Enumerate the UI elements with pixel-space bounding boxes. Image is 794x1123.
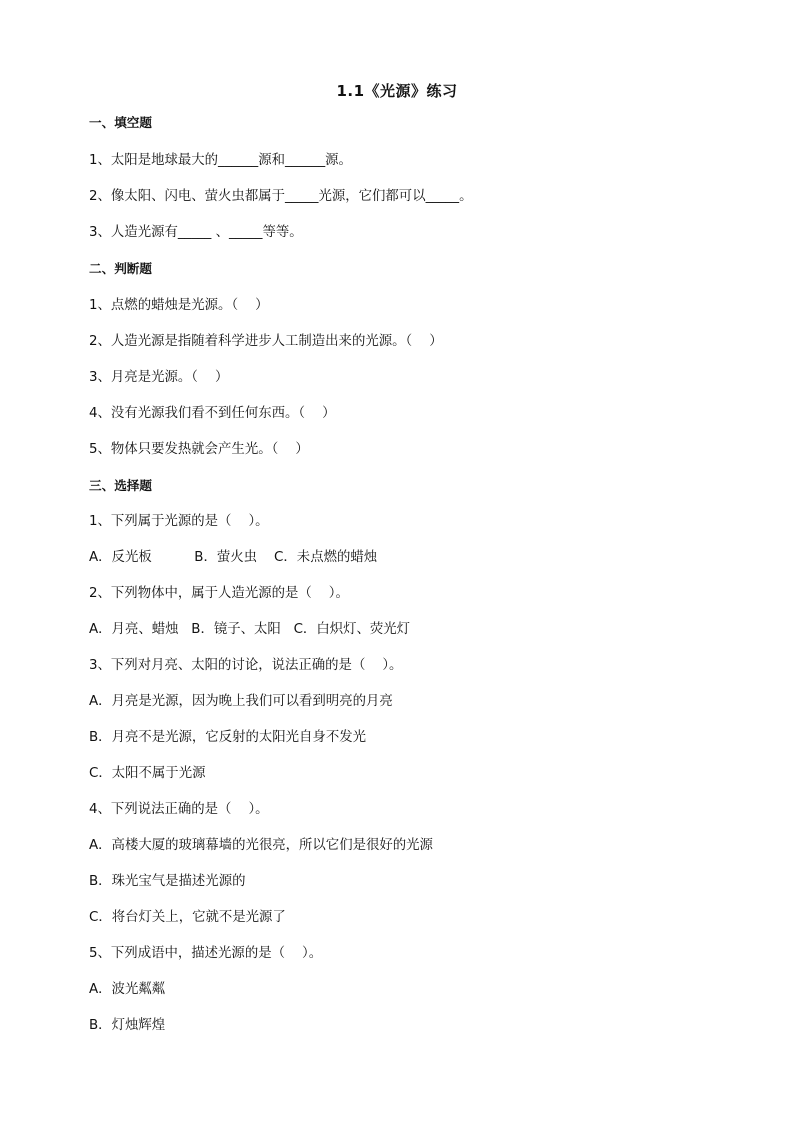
choice-question-3-option-a: A．月亮是光源，因为晚上我们可以看到明亮的月亮 [89,694,393,709]
section-heading-multiple-choice: 三、选择题 [89,478,152,493]
fill-blank-question-3: 3、人造光源有_____ 、_____等等。 [89,225,303,240]
choice-question-1-options: A．反光板 B．萤火虫 C．未点燃的蜡烛 [89,550,378,565]
fill-blank-question-2: 2、像太阳、闪电、萤火虫都属于_____光源，它们都可以_____。 [89,189,473,204]
choice-question-2: 2、下列物体中，属于人造光源的是（ ）。 [89,586,349,601]
true-false-question-2: 2、人造光源是指随着科学进步人工制造出来的光源。（ ） [89,334,443,349]
choice-question-5-option-a: A．波光粼粼 [89,982,166,997]
choice-question-5-option-b: B．灯烛辉煌 [89,1018,166,1033]
choice-question-3-option-b: B．月亮不是光源，它反射的太阳光自身不发光 [89,730,366,745]
true-false-question-3: 3、月亮是光源。（ ） [89,370,229,385]
choice-question-1: 1、下列属于光源的是（ ）。 [89,514,269,529]
fill-blank-question-1: 1、太阳是地球最大的______源和______源。 [89,153,352,168]
true-false-question-1: 1、点燃的蜡烛是光源。（ ） [89,298,269,313]
choice-question-2-options: A．月亮、蜡烛 B．镜子、太阳 C．白炽灯、荧光灯 [89,622,411,637]
choice-question-4-option-a: A．高楼大厦的玻璃幕墙的光很亮，所以它们是很好的光源 [89,838,433,853]
choice-question-5: 5、下列成语中，描述光源的是（ ）。 [89,946,323,961]
true-false-question-4: 4、没有光源我们看不到任何东西。（ ） [89,406,336,421]
page-title: 1.1《光源》练习 [336,82,458,100]
section-heading-fill-blank: 一、填空题 [89,115,152,130]
choice-question-4-option-c: C．将台灯关上，它就不是光源了 [89,910,286,925]
choice-question-4: 4、下列说法正确的是（ ）。 [89,802,269,817]
true-false-question-5: 5、物体只要发热就会产生光。（ ） [89,442,309,457]
choice-question-4-option-b: B．珠光宝气是描述光源的 [89,874,246,889]
choice-question-3: 3、下列对月亮、太阳的讨论，说法正确的是（ ）。 [89,658,403,673]
choice-question-3-option-c: C．太阳不属于光源 [89,766,206,781]
section-heading-true-false: 二、判断题 [89,261,152,276]
